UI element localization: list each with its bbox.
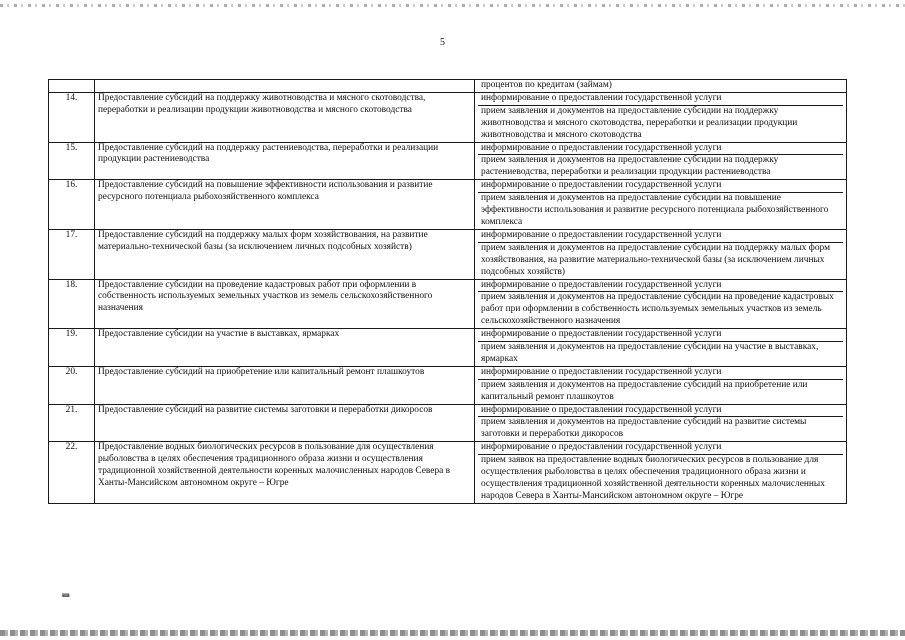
service-intake: прием заявления и документов на предоставление субсидии на участие в выставках, ярмарках [481,342,819,364]
table-row [49,329,847,367]
page-number: 5 [440,37,445,48]
service-name: Предоставление субсидий на поддержку малых форм хозяйствования, на развитие материально-технической базы (за исключением личных подсобных хозяйств) [95,229,475,279]
continuation-num-cell [49,80,95,93]
scan-artifact-bottom [0,630,905,636]
service-name: Предоставление водных биологических ресурсов в пользование для осуществления рыболовства в целях обеспечения традиционного образа жизни и осуществления традиционной хозяйственной деятельности коренных малочисленных народов Севера в Ханты-Мансийском автономном округе – Югре [95,442,475,504]
service-name: Предоставление субсидий на повышение эффективности использования и развитие ресурсного потенциала рыбохозяйственного комплекса [95,180,475,230]
service-information: информирование о предоставлении государственной услуги [478,329,843,342]
row-number: 22. [49,442,95,504]
footer-code: нв [62,591,70,599]
continuation-text: процентов по кредитам (займам) [481,80,612,90]
service-information: информирование о предоставлении государственной услуги [478,280,843,293]
row-number: 21. [49,404,95,442]
row-number: 16. [49,180,95,230]
service-name: Предоставление субсидий на поддержку животноводства и мясного скотоводства, переработки и реализации продукции животноводства и мясного скотоводства [95,92,475,142]
service-actions [475,142,847,180]
table-row [49,279,847,329]
service-intake: прием заявления и документов на предоставление субсидии на поддержку малых форм хозяйствования, на развитие материально-технической базы (за исключением личных подсобных хозяйств) [481,242,831,277]
table-row [49,180,847,230]
service-information: информирование о предоставлении государственной услуги [478,93,843,106]
table-row [49,442,847,504]
continuation-service-cell [475,80,847,93]
row-number: 15. [49,142,95,180]
service-information: информирование о предоставлении государственной услуги [478,442,843,455]
table-row [49,92,847,142]
service-name: Предоставление субсидий на поддержку растениеводства, переработки и реализации продукции растениеводства [95,142,475,180]
service-intake: прием заявления и документов на предоставление субсидий на развитие системы заготовки и переработки дикоросов [481,417,807,440]
service-name: Предоставление субсидии на проведение кадастровых работ при оформлении в собственность используемых земельных участков из земель сельскохозяйственного назначения [95,279,475,329]
service-name: Предоставление субсидий на приобретение или капитальный ремонт плашкоутов [95,366,475,404]
services-table-body [49,80,847,504]
row-number: 17. [49,229,95,279]
service-information: информирование о предоставлении государственной услуги [478,143,843,156]
continuation-name-cell [95,80,475,93]
service-actions [475,279,847,329]
service-information: информирование о предоставлении государственной услуги [478,230,843,243]
service-name: Предоставление субсидий на развитие системы заготовки и переработки дикоросов [95,404,475,442]
service-intake: прием заявления и документов на предоставление субсидии на поддержку растениеводства, переработки и реализации продукции растениеводства [481,155,779,178]
service-actions [475,180,847,230]
services-table [48,79,847,504]
table-row [49,142,847,180]
row-number: 19. [49,329,95,367]
row-number: 14. [49,92,95,142]
service-actions [475,229,847,279]
service-information: информирование о предоставлении государственной услуги [478,180,843,193]
scan-artifact-top [0,4,905,7]
table-row [49,366,847,404]
service-actions [475,404,847,442]
service-actions [475,329,847,367]
service-intake: прием заявления и документов на предоставление субсидии на повышение эффективности использования и развитие ресурсного потенциала рыбохозяйственного комплекса [481,193,829,227]
table-row [49,404,847,442]
service-actions [475,442,847,504]
service-actions [475,366,847,404]
continuation-row [49,80,847,93]
row-number: 20. [49,366,95,404]
service-intake: прием заявления и документов на предоставление субсидий на приобретение или капитальный ремонт плашкоутов [481,379,808,402]
row-number: 18. [49,279,95,329]
service-actions [475,92,847,142]
service-intake: прием заявления и документов на предоставление субсидии на проведение кадастровых работ при оформлении в собственность используемых земельных участков из земель сельскохозяйственного назначения [481,292,834,327]
service-information: информирование о предоставлении государственной услуги [478,367,843,380]
service-name: Предоставление субсидии на участие в выставках, ярмарках [95,329,475,367]
table-row [49,229,847,279]
service-intake: прием заявок на предоставление водных биологических ресурсов в пользование для осуществления рыболовства в целях обеспечения традиционного образа жизни и осуществления традиционной хозяйственной деятельности коренных малочисленных народов Севера в Ханты-Мансийском автономном округе – Югре [481,455,825,501]
service-information: информирование о предоставлении государственной услуги [478,405,843,418]
service-intake: прием заявления и документов на предоставление субсидии на поддержку животноводства и мясного скотоводства, переработки и реализации продукции животноводства и мясного скотоводства [481,105,798,140]
